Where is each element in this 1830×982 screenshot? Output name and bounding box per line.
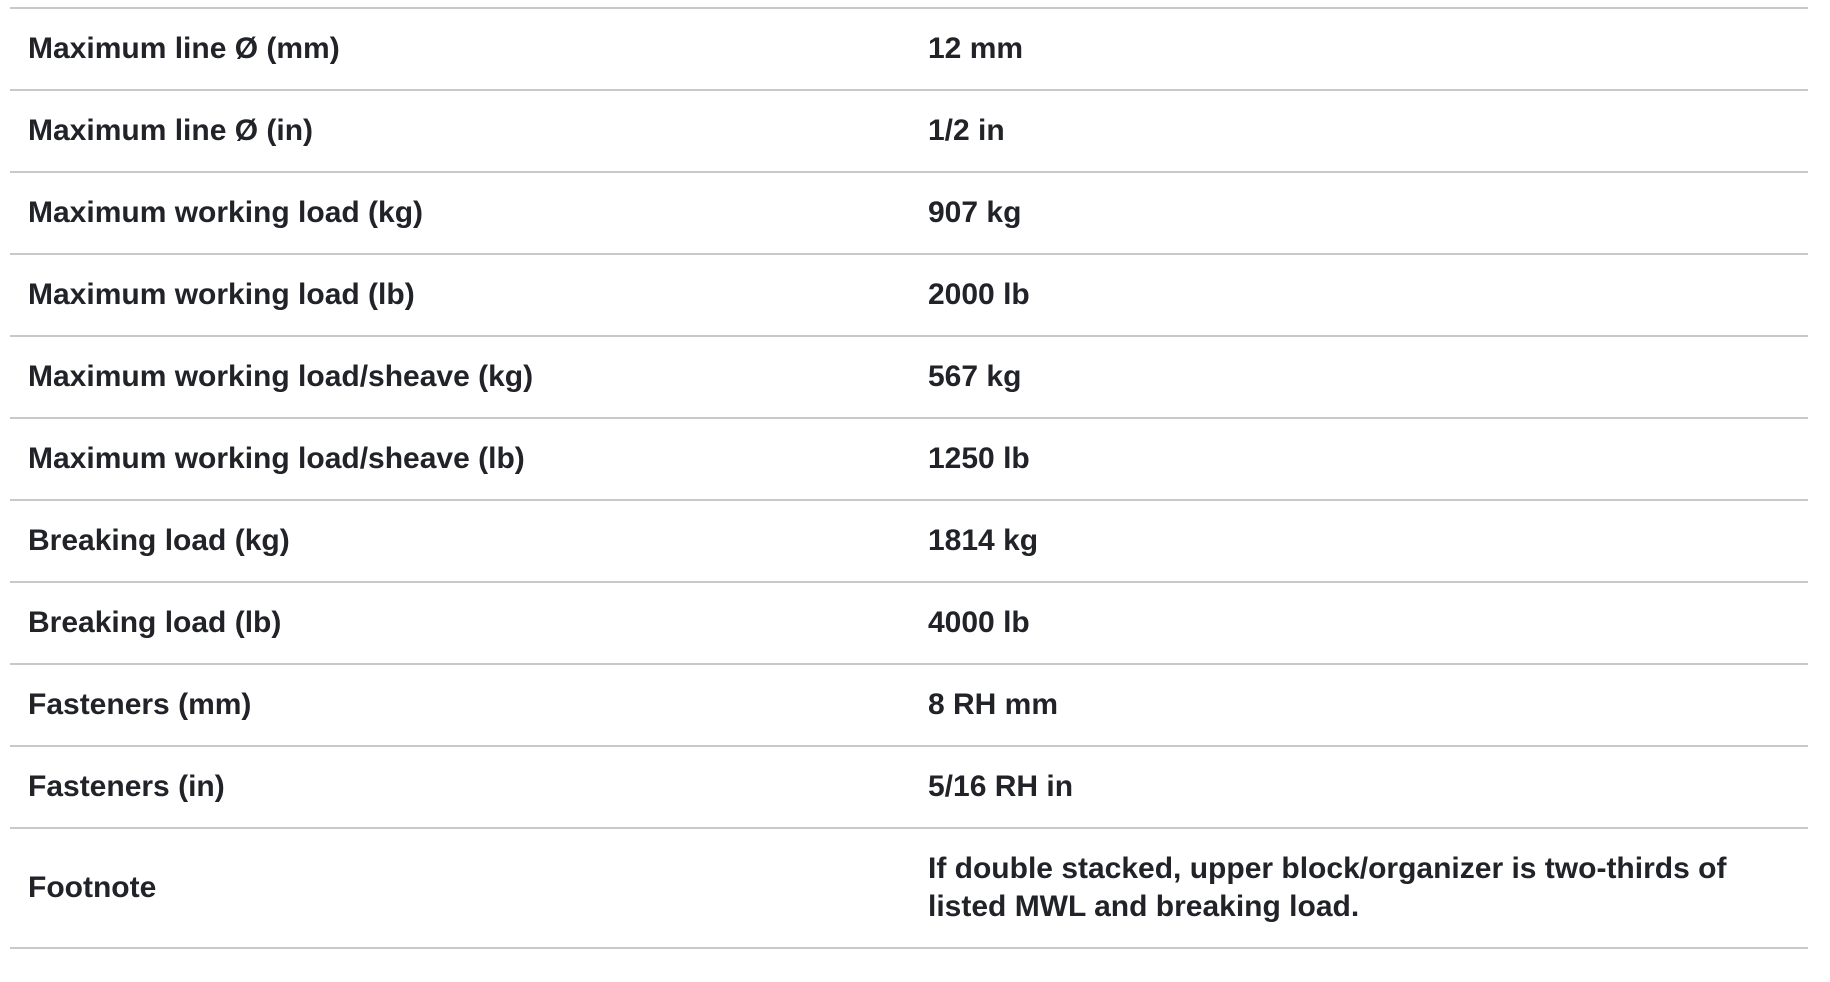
spec-label: Breaking load (kg) <box>28 524 290 557</box>
spec-value: 4000 lb <box>928 606 1030 639</box>
spec-label: Maximum working load/sheave (kg) <box>28 360 534 393</box>
spec-table <box>10 7 1808 949</box>
table-row <box>10 747 1808 829</box>
spec-label: Maximum line Ø (mm) <box>28 32 340 65</box>
spec-value: 567 kg <box>928 360 1022 393</box>
table-row <box>10 419 1808 501</box>
table-row <box>10 9 1808 91</box>
spec-label: Fasteners (in) <box>28 770 225 803</box>
spec-value: 1814 kg <box>928 524 1039 557</box>
spec-value: 2000 lb <box>928 278 1030 311</box>
spec-label: Footnote <box>28 871 157 904</box>
spec-label: Maximum working load (lb) <box>28 278 415 311</box>
table-row <box>10 255 1808 337</box>
table-row <box>10 91 1808 173</box>
table-row <box>10 665 1808 747</box>
spec-value: 12 mm <box>928 32 1024 65</box>
spec-label: Fasteners (mm) <box>28 688 252 721</box>
table-row <box>10 583 1808 665</box>
table-row <box>10 173 1808 255</box>
table-row <box>10 501 1808 583</box>
spec-value: 5/16 RH in <box>928 770 1074 803</box>
spec-value: 1/2 in <box>928 114 1005 147</box>
spec-label: Maximum line Ø (in) <box>28 114 314 147</box>
table-row <box>10 829 1808 949</box>
table-row <box>10 337 1808 419</box>
spec-label: Maximum working load (kg) <box>28 196 424 229</box>
spec-value: 1250 lb <box>928 442 1030 475</box>
spec-value: If double stacked, upper block/organizer is two-thirds of listed MWL and breaking load. <box>928 852 1727 923</box>
spec-label: Breaking load (lb) <box>28 606 282 639</box>
spec-label: Maximum working load/sheave (lb) <box>28 442 525 475</box>
spec-value: 907 kg <box>928 196 1022 229</box>
spec-value: 8 RH mm <box>928 688 1059 721</box>
